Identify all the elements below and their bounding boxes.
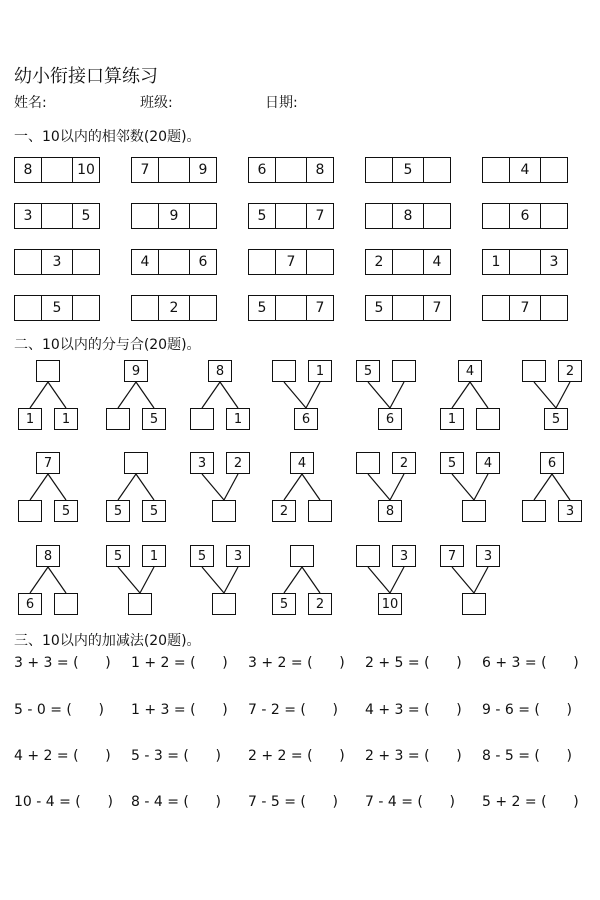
bond-top-box[interactable]: 9 bbox=[124, 360, 148, 382]
bond-connector bbox=[534, 382, 556, 408]
neighbor-cell[interactable]: 7 bbox=[276, 249, 306, 275]
bond-bottom-box[interactable] bbox=[462, 500, 486, 522]
bond-connector bbox=[474, 474, 488, 500]
neighbor-cell[interactable] bbox=[393, 249, 423, 275]
bond-top-box[interactable]: 7 bbox=[36, 452, 60, 474]
neighbor-item bbox=[482, 157, 570, 183]
neighbor-cell[interactable] bbox=[159, 157, 189, 183]
bond-left-box[interactable]: 2 bbox=[272, 500, 296, 522]
number-bond bbox=[516, 360, 600, 432]
equation[interactable]: 2 + 3 = ( ) bbox=[365, 748, 462, 764]
bond-connector bbox=[284, 567, 302, 593]
equation[interactable]: 2 + 5 = ( ) bbox=[365, 655, 462, 671]
neighbor-cell[interactable]: 5 bbox=[42, 295, 72, 321]
neighbor-cell[interactable]: 6 bbox=[510, 203, 540, 229]
bond-left-box[interactable] bbox=[106, 408, 130, 430]
neighbor-cell[interactable] bbox=[482, 203, 510, 229]
section-neighbors-title: 一、10以内的相邻数(20题)。 bbox=[14, 129, 201, 145]
equation[interactable]: 7 - 2 = ( ) bbox=[248, 702, 339, 718]
neighbor-item bbox=[14, 203, 102, 229]
equation[interactable]: 10 - 4 = ( ) bbox=[14, 794, 113, 810]
bond-bottom-box[interactable]: 8 bbox=[378, 500, 402, 522]
neighbor-cell[interactable] bbox=[159, 249, 189, 275]
bond-right-box[interactable]: 1 bbox=[308, 360, 332, 382]
neighbor-cell[interactable]: 3 bbox=[540, 249, 568, 275]
neighbor-item bbox=[365, 157, 453, 183]
equation[interactable]: 1 + 2 = ( ) bbox=[131, 655, 228, 671]
number-bond bbox=[266, 360, 350, 432]
bond-connector bbox=[390, 567, 404, 593]
neighbor-cell[interactable] bbox=[131, 203, 159, 229]
bond-left-box[interactable]: 5 bbox=[356, 360, 380, 382]
bond-connector bbox=[118, 382, 136, 408]
bond-connector bbox=[552, 474, 570, 500]
bond-right-box[interactable]: 3 bbox=[226, 545, 250, 567]
bond-left-box[interactable] bbox=[272, 360, 296, 382]
bond-left-box[interactable]: 5 bbox=[106, 545, 130, 567]
neighbor-cell[interactable]: 7 bbox=[423, 295, 451, 321]
bond-connector bbox=[30, 567, 48, 593]
bond-top-box[interactable]: 8 bbox=[36, 545, 60, 567]
equation[interactable]: 1 + 3 = ( ) bbox=[131, 702, 228, 718]
equation[interactable]: 8 - 4 = ( ) bbox=[131, 794, 222, 810]
bond-right-box[interactable] bbox=[392, 360, 416, 382]
number-bond bbox=[434, 452, 518, 524]
equation[interactable]: 9 - 6 = ( ) bbox=[482, 702, 573, 718]
equation[interactable]: 2 + 2 = ( ) bbox=[248, 748, 345, 764]
bond-right-box[interactable]: 2 bbox=[308, 593, 332, 615]
neighbor-cell[interactable]: 8 bbox=[393, 203, 423, 229]
bond-bottom-box[interactable] bbox=[128, 593, 152, 615]
number-bond bbox=[100, 545, 184, 617]
bond-connector bbox=[202, 567, 224, 593]
neighbor-cell[interactable] bbox=[423, 157, 451, 183]
neighbor-cell[interactable]: 5 bbox=[248, 295, 276, 321]
bond-right-box[interactable]: 3 bbox=[558, 500, 582, 522]
neighbor-cell[interactable]: 7 bbox=[131, 157, 159, 183]
bond-connector bbox=[118, 567, 140, 593]
bond-connector bbox=[390, 382, 404, 408]
neighbor-item bbox=[248, 249, 336, 275]
neighbor-item bbox=[131, 203, 219, 229]
neighbor-cell[interactable]: 4 bbox=[510, 157, 540, 183]
neighbor-cell[interactable] bbox=[42, 203, 72, 229]
neighbor-item bbox=[482, 203, 570, 229]
bond-connector bbox=[48, 382, 66, 408]
number-bond bbox=[184, 360, 268, 432]
neighbor-cell[interactable] bbox=[540, 203, 568, 229]
bond-connector bbox=[302, 567, 320, 593]
neighbor-item bbox=[365, 295, 453, 321]
equation[interactable]: 7 - 4 = ( ) bbox=[365, 794, 456, 810]
bond-connector bbox=[556, 382, 570, 408]
neighbor-cell[interactable] bbox=[72, 295, 100, 321]
number-bond bbox=[184, 545, 268, 617]
bond-connector bbox=[202, 382, 220, 408]
bond-connector bbox=[390, 474, 404, 500]
neighbor-item bbox=[131, 157, 219, 183]
bond-connector bbox=[452, 474, 474, 500]
bond-top-box[interactable] bbox=[124, 452, 148, 474]
neighbor-cell[interactable] bbox=[482, 157, 510, 183]
bond-connector bbox=[136, 382, 154, 408]
bond-right-box[interactable]: 2 bbox=[558, 360, 582, 382]
bond-bottom-box[interactable]: 6 bbox=[378, 408, 402, 430]
bond-bottom-box[interactable]: 10 bbox=[378, 593, 402, 615]
neighbor-cell[interactable]: 6 bbox=[248, 157, 276, 183]
bond-connector bbox=[220, 382, 238, 408]
neighbor-item bbox=[365, 203, 453, 229]
neighbor-item bbox=[14, 249, 102, 275]
bond-connector bbox=[48, 567, 66, 593]
neighbor-cell[interactable] bbox=[423, 203, 451, 229]
neighbor-cell[interactable]: 8 bbox=[14, 157, 42, 183]
neighbor-cell[interactable] bbox=[72, 249, 100, 275]
neighbor-item bbox=[14, 295, 102, 321]
bond-left-box[interactable] bbox=[522, 360, 546, 382]
equation[interactable]: 4 + 2 = ( ) bbox=[14, 748, 111, 764]
neighbor-cell[interactable]: 5 bbox=[365, 295, 393, 321]
name-label: 姓名: bbox=[14, 95, 47, 111]
number-bond bbox=[516, 452, 600, 524]
neighbor-cell[interactable]: 5 bbox=[248, 203, 276, 229]
bond-connector bbox=[284, 474, 302, 500]
bond-connector bbox=[368, 474, 390, 500]
neighbor-cell[interactable] bbox=[540, 157, 568, 183]
number-bond bbox=[266, 545, 350, 617]
neighbor-cell[interactable]: 7 bbox=[306, 295, 334, 321]
equation[interactable]: 3 + 2 = ( ) bbox=[248, 655, 345, 671]
neighbor-cell[interactable]: 4 bbox=[423, 249, 451, 275]
bond-connector bbox=[224, 567, 238, 593]
neighbor-cell[interactable] bbox=[14, 249, 42, 275]
neighbor-cell[interactable]: 10 bbox=[72, 157, 100, 183]
bond-top-box[interactable]: 4 bbox=[290, 452, 314, 474]
bond-top-box[interactable] bbox=[290, 545, 314, 567]
number-bond bbox=[100, 452, 184, 524]
bond-right-box[interactable] bbox=[476, 408, 500, 430]
neighbor-cell[interactable] bbox=[276, 295, 306, 321]
neighbor-cell[interactable] bbox=[131, 295, 159, 321]
neighbor-cell[interactable]: 7 bbox=[510, 295, 540, 321]
neighbor-cell[interactable] bbox=[365, 157, 393, 183]
neighbor-item bbox=[248, 295, 336, 321]
bond-connector bbox=[284, 382, 306, 408]
equation[interactable]: 7 - 5 = ( ) bbox=[248, 794, 339, 810]
neighbor-cell[interactable] bbox=[510, 249, 540, 275]
bond-right-box[interactable]: 4 bbox=[476, 452, 500, 474]
bond-left-box[interactable] bbox=[356, 545, 380, 567]
date-label: 日期: bbox=[265, 95, 298, 111]
bond-connector bbox=[118, 474, 136, 500]
bond-right-box[interactable]: 3 bbox=[392, 545, 416, 567]
equation[interactable]: 6 + 3 = ( ) bbox=[482, 655, 579, 671]
bond-connector bbox=[534, 474, 552, 500]
bond-left-box[interactable]: 5 bbox=[106, 500, 130, 522]
neighbor-item bbox=[14, 157, 102, 183]
neighbor-cell[interactable] bbox=[42, 157, 72, 183]
bond-connector bbox=[306, 382, 320, 408]
neighbor-item bbox=[131, 249, 219, 275]
number-bond bbox=[350, 545, 434, 617]
number-bond bbox=[266, 452, 350, 524]
equation[interactable]: 5 + 2 = ( ) bbox=[482, 794, 579, 810]
bond-top-box[interactable]: 6 bbox=[540, 452, 564, 474]
bond-bottom-box[interactable] bbox=[212, 593, 236, 615]
section-bonds-title: 二、10以内的分与合(20题)。 bbox=[14, 337, 201, 353]
neighbor-item bbox=[248, 203, 336, 229]
neighbor-cell[interactable]: 5 bbox=[72, 203, 100, 229]
bond-connector bbox=[368, 567, 390, 593]
neighbor-cell[interactable]: 6 bbox=[189, 249, 217, 275]
bond-right-box[interactable] bbox=[308, 500, 332, 522]
neighbor-cell[interactable] bbox=[14, 295, 42, 321]
bond-left-box[interactable] bbox=[522, 500, 546, 522]
neighbor-cell[interactable] bbox=[540, 295, 568, 321]
bond-connector bbox=[474, 567, 488, 593]
bond-left-box[interactable]: 1 bbox=[440, 408, 464, 430]
bond-connector bbox=[48, 474, 66, 500]
equation[interactable]: 4 + 3 = ( ) bbox=[365, 702, 462, 718]
bond-left-box[interactable]: 5 bbox=[190, 545, 214, 567]
bond-right-box[interactable] bbox=[54, 593, 78, 615]
equation[interactable]: 5 - 3 = ( ) bbox=[131, 748, 222, 764]
neighbor-cell[interactable]: 5 bbox=[393, 157, 423, 183]
neighbor-cell[interactable]: 3 bbox=[14, 203, 42, 229]
bond-right-box[interactable]: 2 bbox=[226, 452, 250, 474]
number-bond bbox=[12, 452, 96, 524]
bond-left-box[interactable]: 7 bbox=[440, 545, 464, 567]
bond-bottom-box[interactable]: 6 bbox=[294, 408, 318, 430]
neighbor-cell[interactable]: 9 bbox=[159, 203, 189, 229]
neighbor-cell[interactable] bbox=[276, 157, 306, 183]
neighbor-cell[interactable] bbox=[393, 295, 423, 321]
bond-right-box[interactable]: 5 bbox=[54, 500, 78, 522]
bond-left-box[interactable]: 5 bbox=[272, 593, 296, 615]
neighbor-item bbox=[248, 157, 336, 183]
neighbor-cell[interactable]: 2 bbox=[159, 295, 189, 321]
bond-bottom-box[interactable] bbox=[212, 500, 236, 522]
neighbor-cell[interactable]: 8 bbox=[306, 157, 334, 183]
neighbor-cell[interactable] bbox=[482, 295, 510, 321]
bond-left-box[interactable]: 6 bbox=[18, 593, 42, 615]
bond-right-box[interactable]: 1 bbox=[142, 545, 166, 567]
number-bond bbox=[12, 545, 96, 617]
number-bond bbox=[350, 360, 434, 432]
equation[interactable]: 5 - 0 = ( ) bbox=[14, 702, 105, 718]
bond-left-box[interactable]: 1 bbox=[18, 408, 42, 430]
page-title: 幼小衔接口算练习 bbox=[14, 66, 158, 87]
bond-connector bbox=[368, 382, 390, 408]
bond-left-box[interactable] bbox=[18, 500, 42, 522]
neighbor-cell[interactable]: 2 bbox=[365, 249, 393, 275]
neighbor-item bbox=[131, 295, 219, 321]
neighbor-cell[interactable]: 9 bbox=[189, 157, 217, 183]
bond-left-box[interactable]: 5 bbox=[440, 452, 464, 474]
class-label: 班级: bbox=[140, 95, 173, 111]
bond-left-box[interactable]: 3 bbox=[190, 452, 214, 474]
neighbor-cell[interactable] bbox=[189, 295, 217, 321]
neighbor-cell[interactable] bbox=[276, 203, 306, 229]
equation[interactable]: 3 + 3 = ( ) bbox=[14, 655, 111, 671]
bond-connector bbox=[470, 382, 488, 408]
bond-connector bbox=[30, 474, 48, 500]
bond-right-box[interactable]: 1 bbox=[54, 408, 78, 430]
neighbor-cell[interactable]: 3 bbox=[42, 249, 72, 275]
bond-right-box[interactable]: 2 bbox=[392, 452, 416, 474]
neighbor-item bbox=[482, 249, 570, 275]
equation[interactable]: 8 - 5 = ( ) bbox=[482, 748, 573, 764]
bond-right-box[interactable]: 1 bbox=[226, 408, 250, 430]
neighbor-cell[interactable]: 1 bbox=[482, 249, 510, 275]
neighbor-item bbox=[482, 295, 570, 321]
number-bond bbox=[350, 452, 434, 524]
bond-left-box[interactable] bbox=[190, 408, 214, 430]
number-bond bbox=[100, 360, 184, 432]
number-bond bbox=[12, 360, 96, 432]
bond-left-box[interactable] bbox=[356, 452, 380, 474]
bond-connector bbox=[452, 567, 474, 593]
neighbor-item bbox=[365, 249, 453, 275]
section-arith-title: 三、10以内的加减法(20题)。 bbox=[14, 633, 201, 649]
neighbor-cell[interactable] bbox=[365, 203, 393, 229]
bond-right-box[interactable]: 5 bbox=[142, 500, 166, 522]
bond-connector bbox=[140, 567, 154, 593]
bond-top-box[interactable]: 4 bbox=[458, 360, 482, 382]
bond-connector bbox=[452, 382, 470, 408]
neighbor-cell[interactable]: 7 bbox=[306, 203, 334, 229]
bond-right-box[interactable]: 5 bbox=[142, 408, 166, 430]
bond-connector bbox=[224, 474, 238, 500]
bond-right-box[interactable]: 3 bbox=[476, 545, 500, 567]
bond-bottom-box[interactable] bbox=[462, 593, 486, 615]
neighbor-cell[interactable]: 4 bbox=[131, 249, 159, 275]
bond-top-box[interactable] bbox=[36, 360, 60, 382]
bond-connector bbox=[136, 474, 154, 500]
bond-connector bbox=[202, 474, 224, 500]
bond-bottom-box[interactable]: 5 bbox=[544, 408, 568, 430]
number-bond bbox=[184, 452, 268, 524]
neighbor-cell[interactable] bbox=[306, 249, 334, 275]
neighbor-cell[interactable] bbox=[189, 203, 217, 229]
number-bond bbox=[434, 360, 518, 432]
number-bond bbox=[434, 545, 518, 617]
bond-top-box[interactable]: 8 bbox=[208, 360, 232, 382]
bond-connector bbox=[30, 382, 48, 408]
bond-connector bbox=[302, 474, 320, 500]
neighbor-cell[interactable] bbox=[248, 249, 276, 275]
